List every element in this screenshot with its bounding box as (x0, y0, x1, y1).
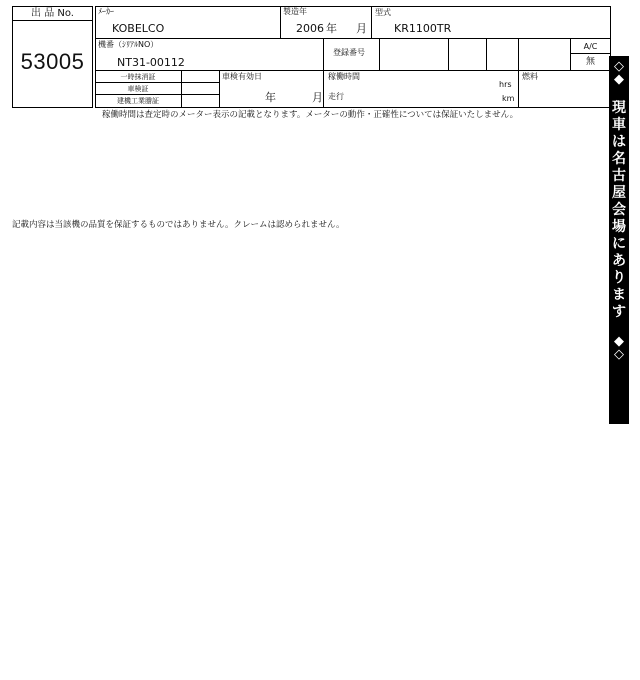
diamond-filled-icon: ◆ (614, 72, 624, 87)
inspection-label: 車検有効日 (222, 72, 262, 81)
col-line-cert-box (181, 70, 182, 108)
diamond-outline-icon: ◇ (614, 59, 624, 74)
ac-value: 無 (585, 57, 595, 67)
hours-label: 稼働時間 (328, 72, 360, 81)
serial-value: NT31-00112 (117, 56, 185, 69)
cert-line-1 (95, 82, 219, 83)
col-line-reg-1 (379, 38, 380, 70)
inspection-year-unit: 年 (265, 91, 276, 104)
month-unit: 月 (356, 22, 367, 35)
col-line-reg-left (323, 38, 324, 108)
row-line-1 (95, 38, 611, 39)
col-line-reg-3 (486, 38, 487, 70)
year-value: 2006 (296, 22, 324, 35)
row-line-ac (570, 53, 611, 54)
mileage-unit: km (502, 94, 515, 103)
row-line-2 (95, 70, 611, 71)
col-line-year (280, 6, 281, 38)
col-line-model (371, 6, 372, 38)
maker-value: KOBELCO (112, 22, 165, 35)
maker-label: ﾒｰｶｰ (98, 7, 114, 16)
lot-label: 出 品 No. (31, 8, 74, 19)
mileage-label: 走行 (328, 92, 344, 101)
col-line-fuel (518, 38, 519, 108)
year-unit: 年 (326, 22, 337, 35)
cert-label: 建機工業謄証 (117, 97, 159, 105)
lot-divider (12, 20, 93, 21)
note-quality-disclaimer: 記載内容は当該機の品質を保証するものではありません。クレームは認められません。 (12, 220, 345, 230)
diamond-filled-icon: ◆ (614, 334, 624, 349)
lot-number: 53005 (20, 49, 85, 74)
registration-label: 登録番号 (333, 48, 365, 57)
location-banner-text: 現 車 は 名 古 屋 会 場 に あ り ま す (612, 100, 626, 320)
model-value: KR1100TR (394, 22, 452, 35)
location-banner (609, 56, 629, 424)
fuel-label: 燃料 (522, 72, 538, 81)
col-line-reg-2 (448, 38, 449, 70)
col-line-inspection (219, 70, 220, 108)
cert-label: 一時抹消証 (120, 73, 156, 81)
serial-label: 機番（ｼﾘｱﾙNO） (98, 40, 159, 49)
ac-label: A/C (583, 42, 598, 51)
cert-label: 車検証 (127, 85, 149, 93)
hours-unit: hrs (499, 80, 512, 89)
diamond-outline-icon: ◇ (614, 347, 624, 362)
cert-line-2 (95, 94, 219, 95)
note-hours-disclaimer: 稼働時間は査定時のメーター表示の記載となります。メーターの動作・正確性については保証いたしません。 (102, 110, 519, 120)
inspection-month-unit: 月 (312, 91, 323, 104)
model-label: 型式 (375, 8, 391, 17)
year-label: 製造年 (283, 7, 307, 16)
